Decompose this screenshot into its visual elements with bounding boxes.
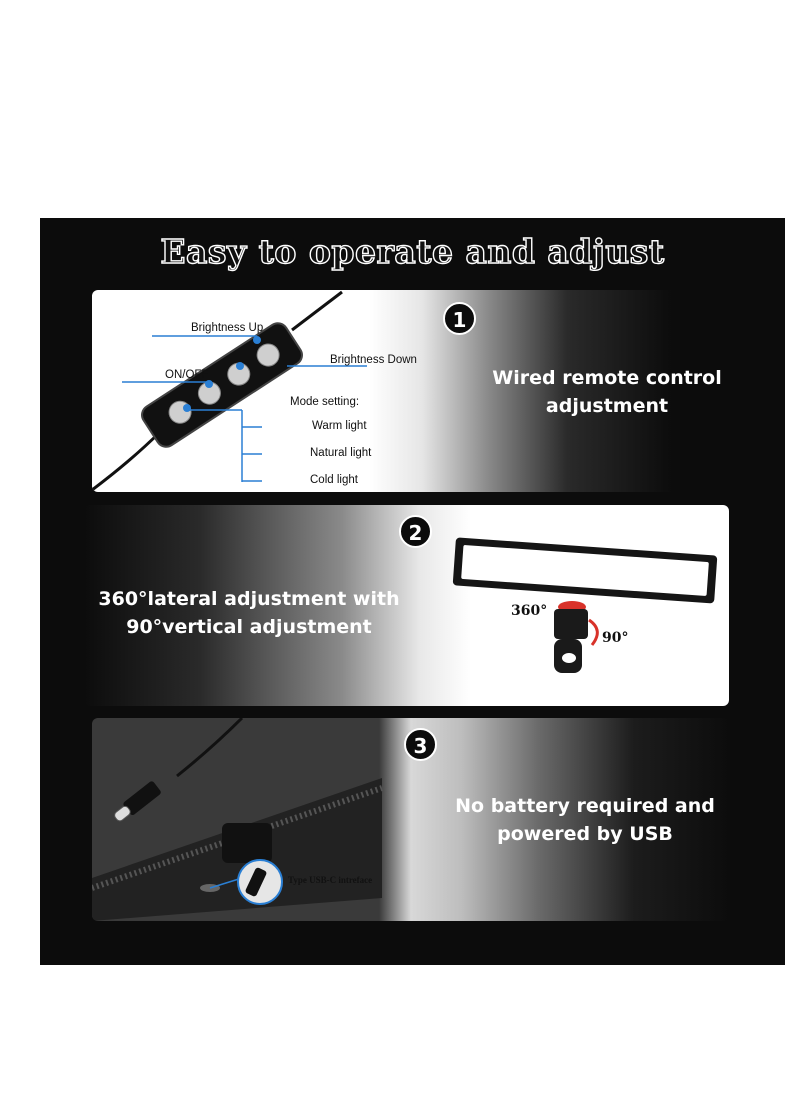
poster-title: Easy to operate and adjust: [160, 232, 665, 271]
caption-line: 360°lateral adjustment with: [98, 588, 400, 610]
caption-line: No battery required and: [455, 795, 715, 817]
label-warm-light: Warm light: [312, 420, 367, 432]
label-brightness-up: Brightness Up: [191, 322, 264, 334]
step-number-badge: 1: [443, 302, 476, 335]
panel-usb-power: [92, 718, 730, 921]
label-cold-light: Cold light: [310, 474, 358, 486]
label-360: 360°: [511, 603, 548, 619]
label-90: 90°: [602, 630, 629, 646]
step-number-badge: 3: [404, 728, 437, 761]
panel-1-caption: [472, 364, 742, 420]
panel-remote-control: [92, 290, 752, 492]
feature-poster: [40, 218, 785, 965]
label-on-off: ON/OFF: [165, 369, 209, 381]
panel-rotation: [84, 505, 729, 706]
label-natural-light: Natural light: [310, 447, 372, 459]
panel-3-caption: [440, 792, 730, 848]
panel-2-caption: [84, 585, 414, 641]
caption-line: powered by USB: [497, 823, 673, 845]
step-number-badge: 2: [399, 515, 432, 548]
label-brightness-down: Brightness Down: [330, 354, 417, 366]
label-usb-c: Type USB-C intreface: [288, 875, 373, 885]
label-mode-setting: Mode setting:: [290, 396, 360, 408]
caption-line: 90°vertical adjustment: [126, 616, 372, 638]
caption-line: Wired remote control: [492, 367, 722, 389]
caption-line: adjustment: [545, 395, 669, 417]
